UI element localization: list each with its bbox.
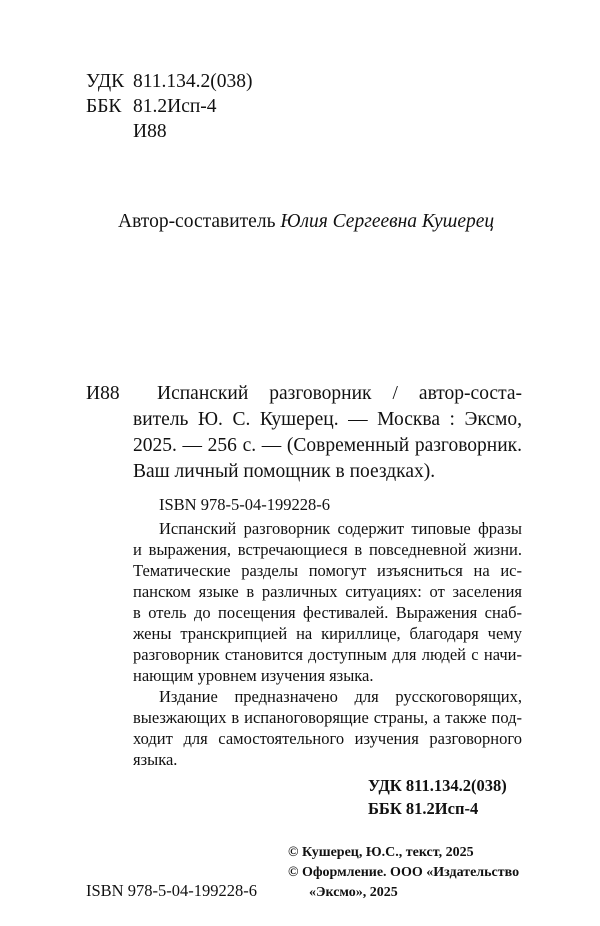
- annotation-line: жены транскрипцией на кириллице, благодаря чему: [133, 624, 522, 643]
- annotation-line: разговорник становится доступным для людей с начи-: [133, 645, 522, 664]
- catalog-isbn: ISBN 978-5-04-199228-6: [159, 495, 330, 514]
- annotation-line: нающим уровнем изучения языка.: [133, 666, 374, 685]
- annotation-line: Тематические разделы помогут изъясниться на ис-: [133, 561, 522, 580]
- annotation-line: и выражения, встречающиеся в повседневной жизни.: [133, 540, 522, 559]
- bbk-label: ББК: [86, 96, 122, 117]
- bbk-code-bold: ББК 81.2Исп-4: [368, 799, 479, 818]
- footer-isbn: ISBN 978-5-04-199228-6: [86, 881, 257, 900]
- bbk-value: 81.2Исп-4: [133, 96, 217, 117]
- catalog-line: Ваш личный помощник в поездках).: [133, 461, 436, 482]
- catalog-line: 2025. — 256 с. — (Современный разговорник.: [133, 435, 522, 456]
- catalog-author-mark: И88: [86, 383, 120, 404]
- author-mark-header: И88: [133, 121, 167, 142]
- author-prefix: Автор-составитель: [118, 211, 276, 232]
- udk-code-bold: УДК 811.134.2(038): [368, 776, 507, 795]
- udk-label: УДК: [86, 71, 125, 92]
- author-line: [118, 212, 494, 232]
- udk-value: 811.134.2(038): [133, 71, 253, 92]
- udk-header-line: [86, 72, 253, 92]
- catalog-line: витель Ю. С. Кушерец. — Москва : Эксмо,: [133, 409, 522, 430]
- annotation-line: Испанский разговорник содержит типовые фразы: [159, 519, 522, 538]
- copyright-design-line-2: «Эксмо», 2025: [309, 885, 398, 900]
- author-name: Юлия Сергеевна Кушерец: [280, 211, 495, 232]
- annotation-line: Издание предназначено для русскоговорящих,: [159, 687, 522, 706]
- annotation-line: ходит для самостоятельного изучения разговорного: [133, 729, 522, 748]
- copyright-design-line-1: © Оформление. ООО «Издательство: [288, 865, 520, 880]
- annotation-line: панском языке в различных ситуациях: от заселения: [133, 582, 522, 601]
- annotation-line: в отель до посещения фестивалей. Выражения снаб-: [133, 603, 522, 622]
- annotation-line: выезжающих в испаноговорящие страны, а также под-: [133, 708, 522, 727]
- copyright-text: © Кушерец, Ю.С., текст, 2025: [288, 845, 474, 860]
- bbk-header-line: [86, 97, 217, 117]
- catalog-line: Испанский разговорник / автор-соста-: [157, 383, 522, 404]
- annotation-line: языка.: [133, 750, 178, 769]
